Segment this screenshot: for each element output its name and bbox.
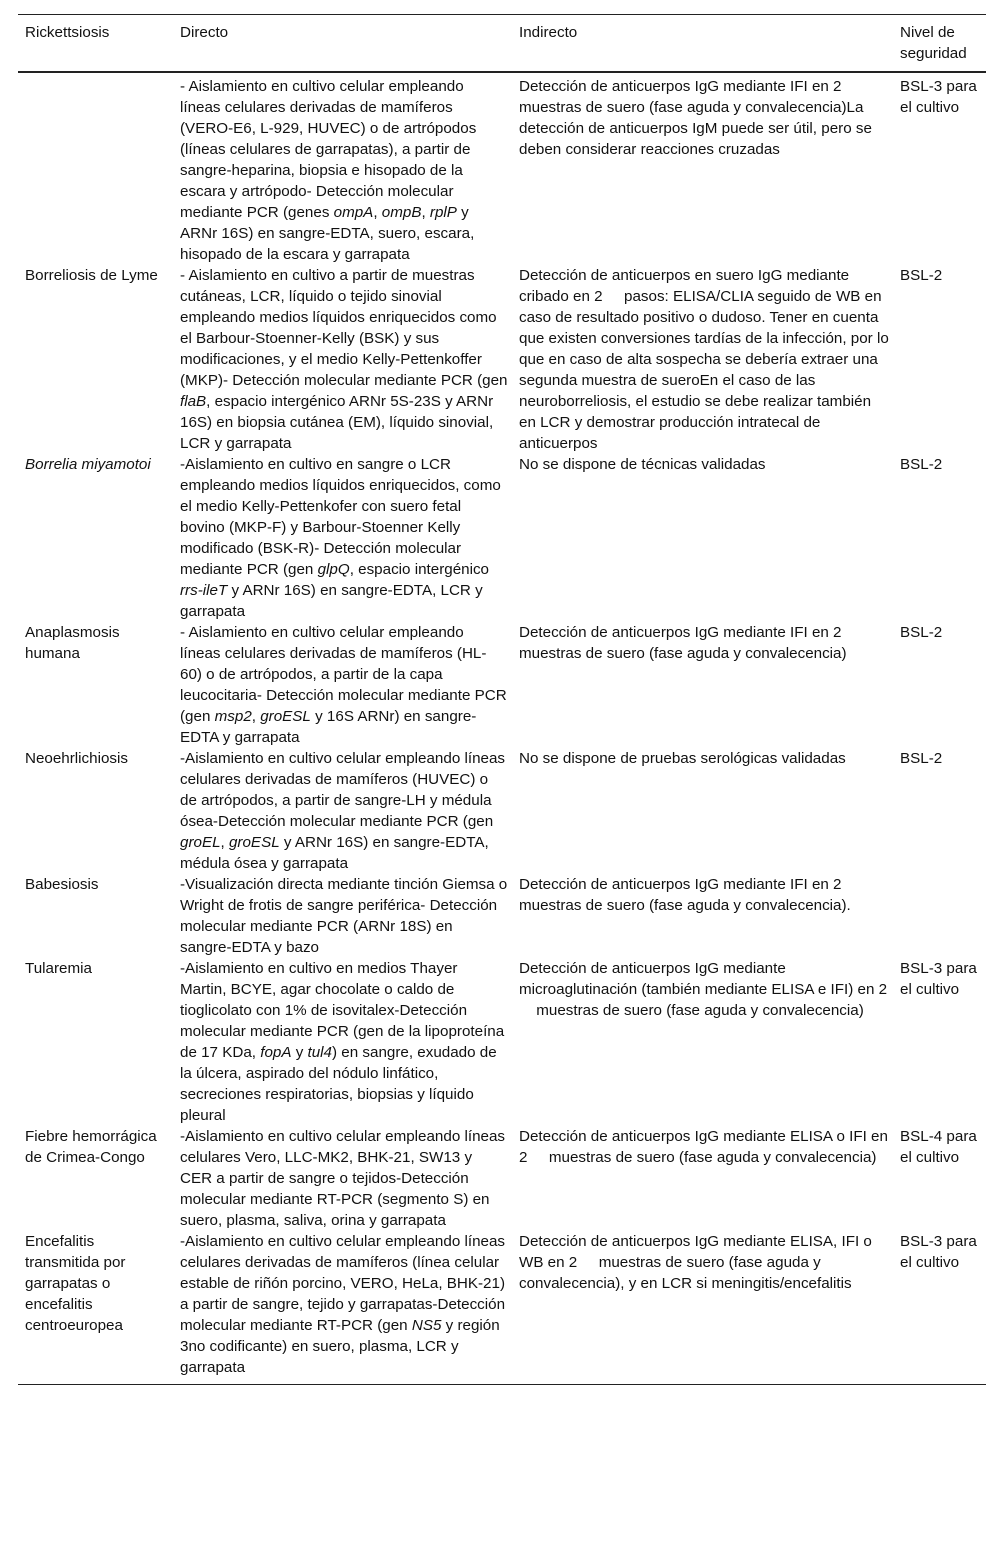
cell-level [893,874,986,958]
header-indirecto: Indirecto [512,15,893,73]
header-nivel-seguridad: Nivel de seguridad [893,15,986,73]
cell-level: BSL-3 para el cultivo [900,960,977,998]
table-row [18,874,986,958]
header-row [18,15,986,73]
header-directo: Directo [173,15,512,73]
cell-level: BSL-2 [900,624,943,641]
cell-disease: Neoehrlichiosis [25,750,128,767]
cell-indirect: Detección de anticuerpos IgG mediante IFI en 2 muestras de suero (fase aguda y convalecencia) [519,624,847,662]
cell-disease: Borreliosis de Lyme [25,267,158,284]
cell-disease [18,72,173,265]
cell-direct: - Aislamiento en cultivo a partir de muestras cutáneas, LCR, líquido o tejido sinovial empleando medios líquidos enriquecidos como el Barbour-Stoenner-Kelly (BSK) y sus modificaciones, y el medio Kelly-Pettenkoffer (MKP)- Detección molecular mediante PCR (gen flaB, espacio intergénico ARNr 5S-23S y ARNr 16S) en biopsia cutánea (EM), líquido sinovial, LCR y garrapata [180,267,508,452]
cell-disease: Babesiosis [25,876,99,893]
cell-indirect: No se dispone de pruebas serológicas validadas [519,750,846,767]
cell-level: BSL-3 para el cultivo [893,1231,986,1385]
cell-indirect: No se dispone de técnicas validadas [519,456,766,473]
cell-disease: Encefalitis transmitida por garrapatas o encefalitis centroeuropea [18,1231,173,1385]
table-row [18,1126,986,1231]
rickettsiosis-diagnosis-table [18,14,986,1385]
cell-direct: -Aislamiento en cultivo celular empleando líneas celulares derivadas de mamíferos (línea celular estable de riñón porcino, VERO, HeLa, BHK-21) a partir de sangre, tejido y garrapatas-Detección molecular mediante RT-PCR (gen NS5 y región 3no codificante) en suero, plasma, LCR y garrapata [173,1231,512,1385]
cell-indirect: Detección de anticuerpos IgG mediante ELISA o IFI en 2 muestras de suero (fase aguda y convalecencia) [519,1128,888,1166]
cell-level: BSL-2 [900,267,943,284]
header-rickettsiosis: Rickettsiosis [18,15,173,73]
cell-level: BSL-4 para el cultivo [900,1128,977,1166]
cell-indirect: Detección de anticuerpos en suero IgG mediante cribado en 2 pasos: ELISA/CLIA seguido de WB en caso de resultado positivo o dudoso. Tener en cuenta que existen conversiones tardías de la infección, por lo que en caso de alta sospecha se debería extraer una segunda muestra de sueroEn el caso de las neuroborreliosis, el estudio se debe realizar también en LCR y demostrar producción intratecal de anticuerpos [519,267,889,452]
cell-indirect: Detección de anticuerpos IgG mediante IFI en 2 muestras de suero (fase aguda y convalecencia). [519,876,851,914]
cell-direct: -Aislamiento en cultivo celular empleando líneas celulares derivadas de mamíferos (HUVEC) o de artrópodos, a partir de sangre-LH y médula ósea-Detección molecular mediante PCR (gen groEL, groESL y ARNr 16S) en sangre-EDTA, médula ósea y garrapata [180,750,506,872]
cell-disease: Fiebre hemorrágica de Crimea-Congo [25,1128,157,1166]
table-row [18,958,986,1126]
table-row [18,265,986,454]
cell-disease: Tularemia [25,960,92,977]
table-body [18,72,986,1385]
cell-disease: Anaplasmosis humana [25,624,120,662]
cell-indirect: Detección de anticuerpos IgG mediante microaglutinación (también mediante ELISA e IFI) en 2 muestras de suero (fase aguda y convalecencia) [519,960,888,1019]
cell-direct: -Aislamiento en cultivo en medios Thayer Martin, BCYE, agar chocolate o caldo de tioglicolato con 1% de isovitalex-Detección molecular mediante PCR (gen de la lipoproteína de 17 KDa, fopA y tul4) en sangre, exudado de la úlcera, aspirado del nódulo linfático, secreciones respiratorias, biopsias y líquido pleural [180,960,505,1124]
table-row [18,748,986,874]
cell-indirect: Detección de anticuerpos IgG mediante ELISA, IFI o WB en 2 muestras de suero (fase aguda y convalecencia), y en LCR si meningitis/encefalitis [512,1231,893,1385]
table-row [18,454,986,622]
cell-direct: - Aislamiento en cultivo celular empleando líneas celulares derivadas de mamíferos (VERO-E6, L-929, HUVEC) o de artrópodos (líneas celulares de garrapatas), a partir de sangre-heparina, biopsia e hisopado de la escara y artrópodo- Detección molecular mediante PCR (genes ompA, ompB, rplP y ARNr 16S) en sangre-EDTA, suero, escara, hisopado de la escara y garrapata [180,78,477,263]
cell-direct: - Aislamiento en cultivo celular empleando líneas celulares derivadas de mamíferos (HL-60) o de artrópodos, a partir de la capa leucocitaria- Detección molecular mediante PCR (gen msp2, groESL y 16S ARNr) en sangre-EDTA y garrapata [180,624,507,746]
cell-direct: -Aislamiento en cultivo celular empleando líneas celulares Vero, LLC-MK2, BHK-21, SW13 y CER a partir de sangre o tejidos-Detección molecular mediante RT-PCR (segmento S) en suero, plasma, saliva, orina y garrapata [180,1128,506,1229]
cell-level: BSL-2 [900,456,943,473]
table-row [18,622,986,748]
cell-level: BSL-2 [900,750,943,767]
cell-direct: -Visualización directa mediante tinción Giemsa o Wright de frotis de sangre periférica- Detección molecular mediante PCR (ARNr 18S) en sangre-EDTA y bazo [180,876,508,956]
table-header [18,15,986,73]
cell-level: BSL-3 para el cultivo [900,78,977,116]
cell-disease: Borrelia miyamotoi [25,456,151,473]
table-row [18,1231,986,1385]
cell-direct: -Aislamiento en cultivo en sangre o LCR empleando medios líquidos enriquecidos, como el medio Kelly-Pettenkofer con suero fetal bovino (MKP-F) y Barbour-Stoenner Kelly modificado (BSK-R)- Detección molecular mediante PCR (gen glpQ, espacio intergénico rrs-ileT y ARNr 16S) en sangre-EDTA, LCR y garrapata [180,456,501,620]
cell-indirect: Detección de anticuerpos IgG mediante IFI en 2 muestras de suero (fase aguda y convalecencia)La detección de anticuerpos IgM puede ser útil, pero se deben considerar reacciones cruzadas [519,78,872,158]
table-row [18,72,986,265]
